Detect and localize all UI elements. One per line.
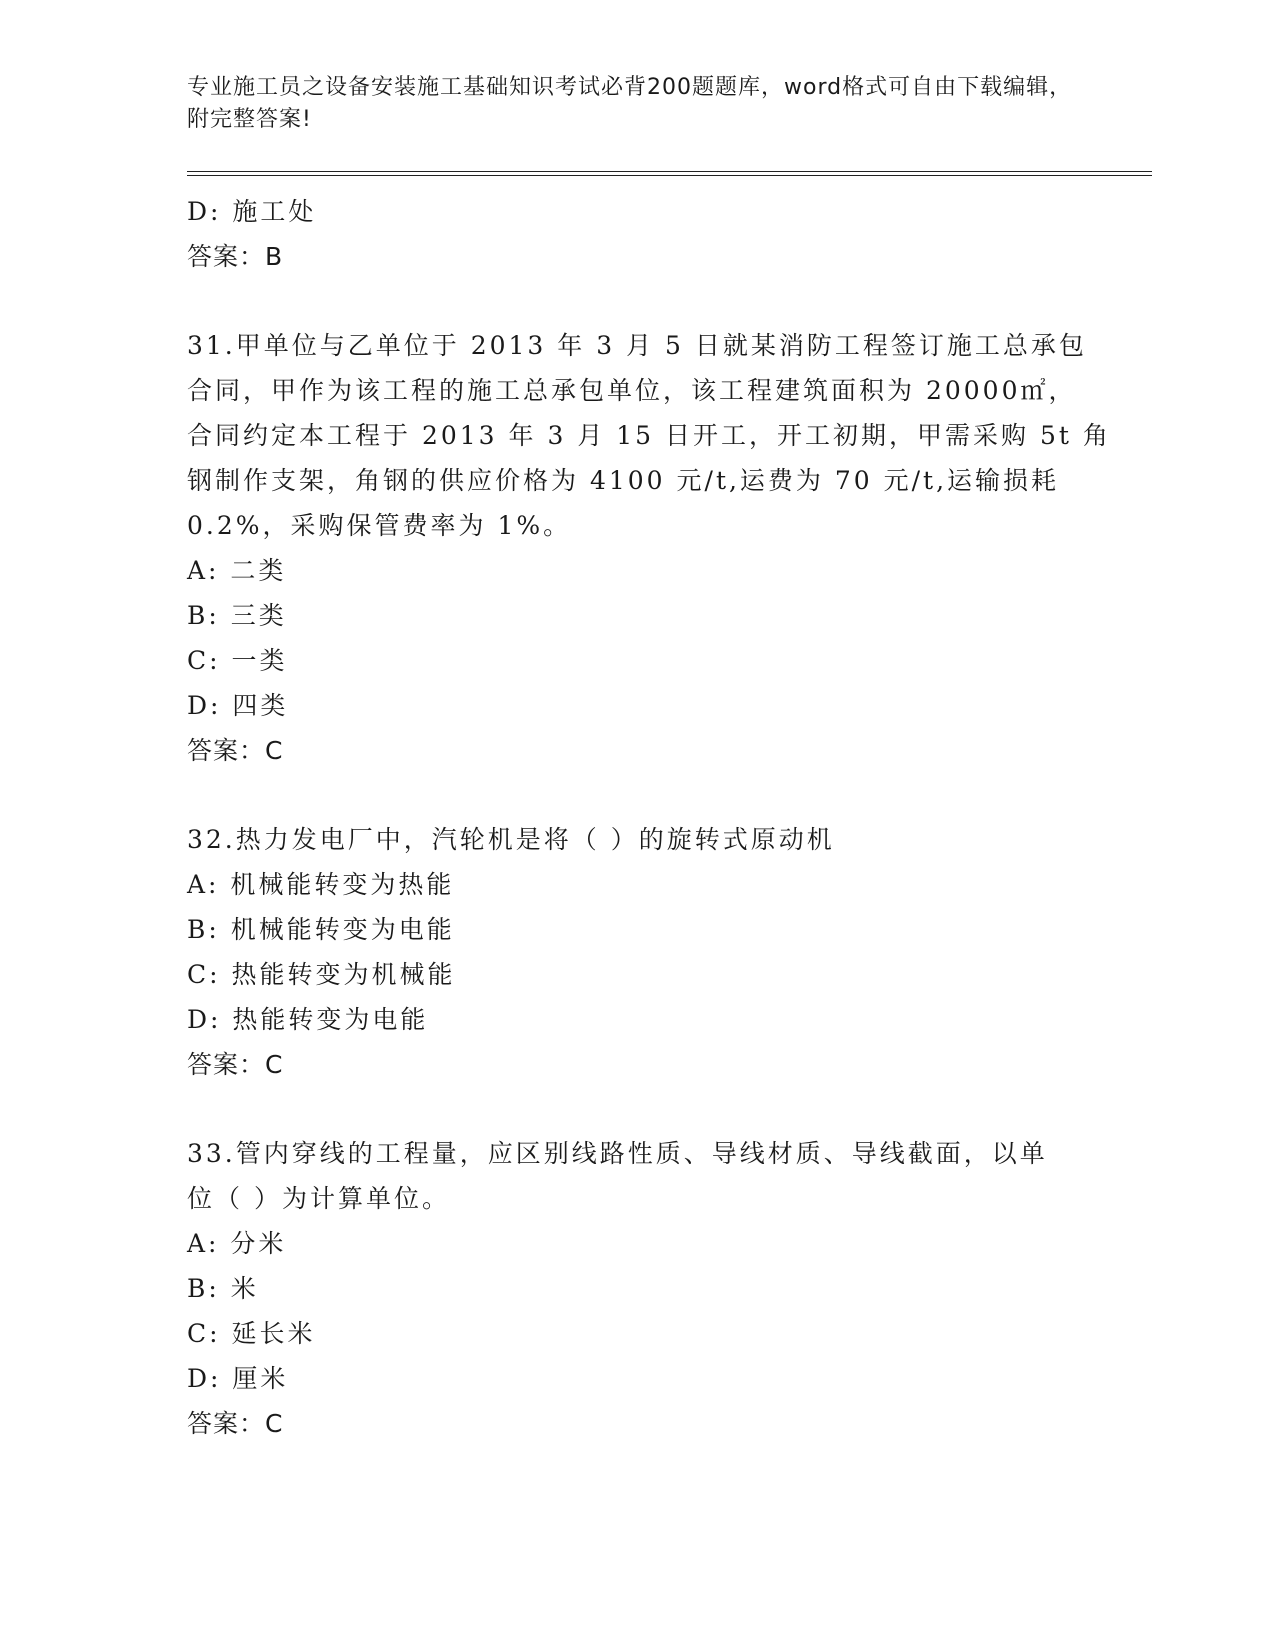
question-text-line: 钢制作支架，角钢的供应价格为 4100 元/t,运费为 70 元/t,运输损耗 bbox=[187, 466, 1060, 495]
question-text-line: 32.热力发电厂中，汽轮机是将（ ）的旋转式原动机 bbox=[187, 825, 835, 854]
option-c: C: 延长米 bbox=[187, 1319, 316, 1348]
option-d: D: 厘米 bbox=[187, 1364, 289, 1393]
header-divider-top bbox=[187, 171, 1152, 172]
answer-line: 答案：B bbox=[187, 242, 284, 271]
option-b: B: 三类 bbox=[187, 601, 287, 630]
question-text-line: 合同约定本工程于 2013 年 3 月 15 日开工，开工初期，甲需采购 5t 角 bbox=[187, 421, 1111, 450]
header-divider-bottom bbox=[187, 175, 1152, 176]
question-block bbox=[187, 1131, 1087, 1447]
option-b: B: 米 bbox=[187, 1274, 259, 1303]
question-text-line: 合同，甲作为该工程的施工总承包单位，该工程建筑面积为 20000㎡， bbox=[187, 376, 1077, 405]
question-text-line: 0.2%，采购保管费率为 1%。 bbox=[187, 511, 572, 540]
question-text-line: 位（ ）为计算单位。 bbox=[187, 1184, 450, 1213]
option-a: A: 机械能转变为热能 bbox=[187, 870, 455, 899]
question-content bbox=[187, 189, 1111, 1447]
answer-line: 答案：C bbox=[187, 1409, 284, 1438]
option-d: D: 施工处 bbox=[187, 197, 317, 226]
question-block bbox=[187, 323, 1111, 774]
question-text-line: 33.管内穿线的工程量，应区别线路性质、导线材质、导线截面，以单 bbox=[187, 1139, 1048, 1168]
spacer bbox=[187, 1088, 1087, 1131]
document-header bbox=[187, 72, 1087, 136]
spacer bbox=[187, 280, 1087, 323]
option-c: C: 一类 bbox=[187, 646, 288, 675]
option-d: D: 热能转变为电能 bbox=[187, 1005, 429, 1034]
answer-line: 答案：C bbox=[187, 736, 284, 765]
option-a: A: 分米 bbox=[187, 1229, 287, 1258]
answer-line: 答案：C bbox=[187, 1050, 284, 1079]
option-a: A: 二类 bbox=[187, 556, 287, 585]
question-text-line: 31.甲单位与乙单位于 2013 年 3 月 5 日就某消防工程签订施工总承包 bbox=[187, 331, 1087, 360]
option-d: D: 四类 bbox=[187, 691, 289, 720]
option-c: C: 热能转变为机械能 bbox=[187, 960, 456, 989]
option-b: B: 机械能转变为电能 bbox=[187, 915, 455, 944]
spacer bbox=[187, 774, 1087, 817]
header-title: 专业施工员之设备安装施工基础知识考试必背200题题库，word格式可自由下载编辑，附完整答案! bbox=[187, 75, 1073, 132]
question-block bbox=[187, 817, 1087, 1088]
